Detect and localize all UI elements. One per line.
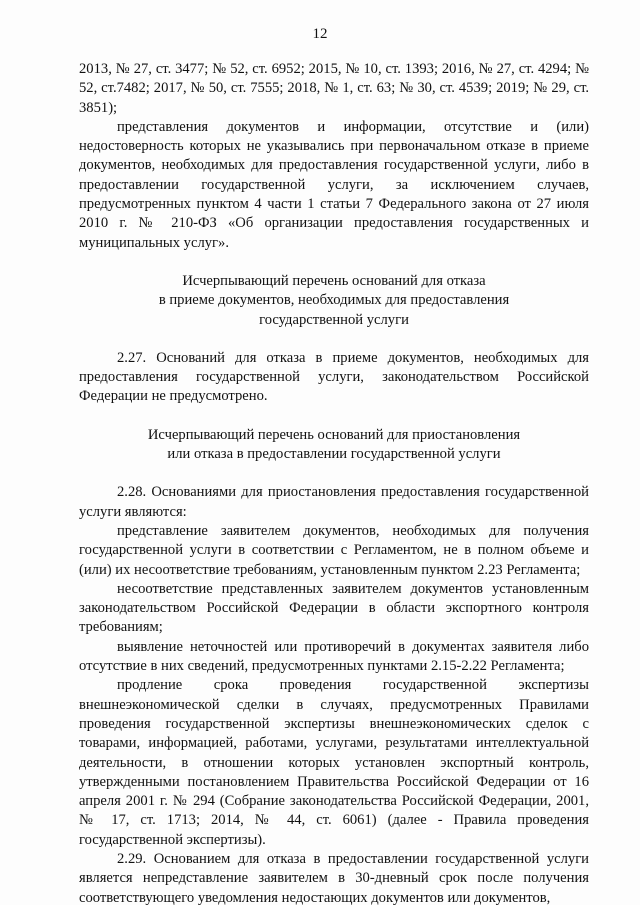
page-number: 12 <box>312 26 328 42</box>
paragraph-citation-continuation: 2013, № 27, ст. 3477; № 52, ст. 6952; 2015, № 10, ст. 1393; 2016, № 27, ст. 4294; № 52, ст.7482; 2017, № 50, ст. 7555; 2018, № 1, ст. 63; № 30, ст. 4539; 2019; № 29, ст. 3851); <box>79 61 589 116</box>
paragraph-2-27: 2.27. Оснований для отказа в приеме документов, необходимых для предоставления государственной услуги, законодательством Российской Федерации не предусмотрено. <box>79 349 589 405</box>
heading-line: в приеме документов, необходимых для предоставления <box>158 292 510 309</box>
paragraph-2-29: 2.29. Основанием для отказа в предоставлении государственной услуги является непредставление заявителем в 30-дневный срок после получения соответствующего уведомления недостающих документов или документов, <box>79 850 589 906</box>
paragraph-documents-info: представления документов и информации, отсутствие и (или) недостоверность которых не указывались при первоначальном отказе в приеме документов, необходимых для предоставления государственной услуги, либо в предоставлении государственной услуги, за исключением случаев, предусмотренных пунктом 4 части 1 статьи 7 Федерального закона от 27 июля 2010 г. № 210-ФЗ «Об организации предоставления государственных и муниципальных услуг». <box>79 118 589 251</box>
document-body <box>79 60 589 908</box>
paragraph-2-28-item: представление заявителем документов, необходимых для получения государственной услуги в соответствии с Регламентом, не в полном объеме и (или) их несоответствие требованиям, установленным пунктом 2.23 Регламента; <box>79 522 589 578</box>
section-heading-refusal-grounds <box>79 272 589 330</box>
paragraph-2-28-item: выявление неточностей или противоречий в документах заявителя либо отсутствие в них сведений, предусмотренных пунктами 2.15-2.22 Регламента; <box>79 638 589 675</box>
heading-line: или отказа в предоставлении государственной услуги <box>167 446 501 463</box>
paragraph-2-28-item: продление срока проведения государственной экспертизы внешнеэкономической сделки в случаях, предусмотренных Правилами проведения государственной экспертизы внешнеэкономических сделок с товарами, информацией, работами, услугами, результатами интеллектуальной деятельности, в отношении которых установлен экспортный контроль, утвержденными постановлением Правительства Российской Федерации от 16 апреля 2001 г. № 294 (Собрание законодательства Российской Федерации, 2001, № 17, ст. 1713; 2014, № 44, ст. 6061) (далее - Правила проведения государственной экспертизы). <box>79 677 589 848</box>
paragraph-2-28-item: несоответствие представленных заявителем документов установленным законодательством Российской Федерации в области экспортного контроля требованиям; <box>79 580 589 636</box>
section-heading-suspension-grounds <box>79 426 589 465</box>
paragraph-2-28: 2.28. Основаниями для приостановления предоставления государственной услуги являются: <box>79 484 589 520</box>
heading-line: Исчерпывающий перечень оснований для приостановления <box>147 426 521 443</box>
heading-line: государственной услуги <box>259 311 409 328</box>
heading-line: Исчерпывающий перечень оснований для отказа <box>182 272 486 289</box>
